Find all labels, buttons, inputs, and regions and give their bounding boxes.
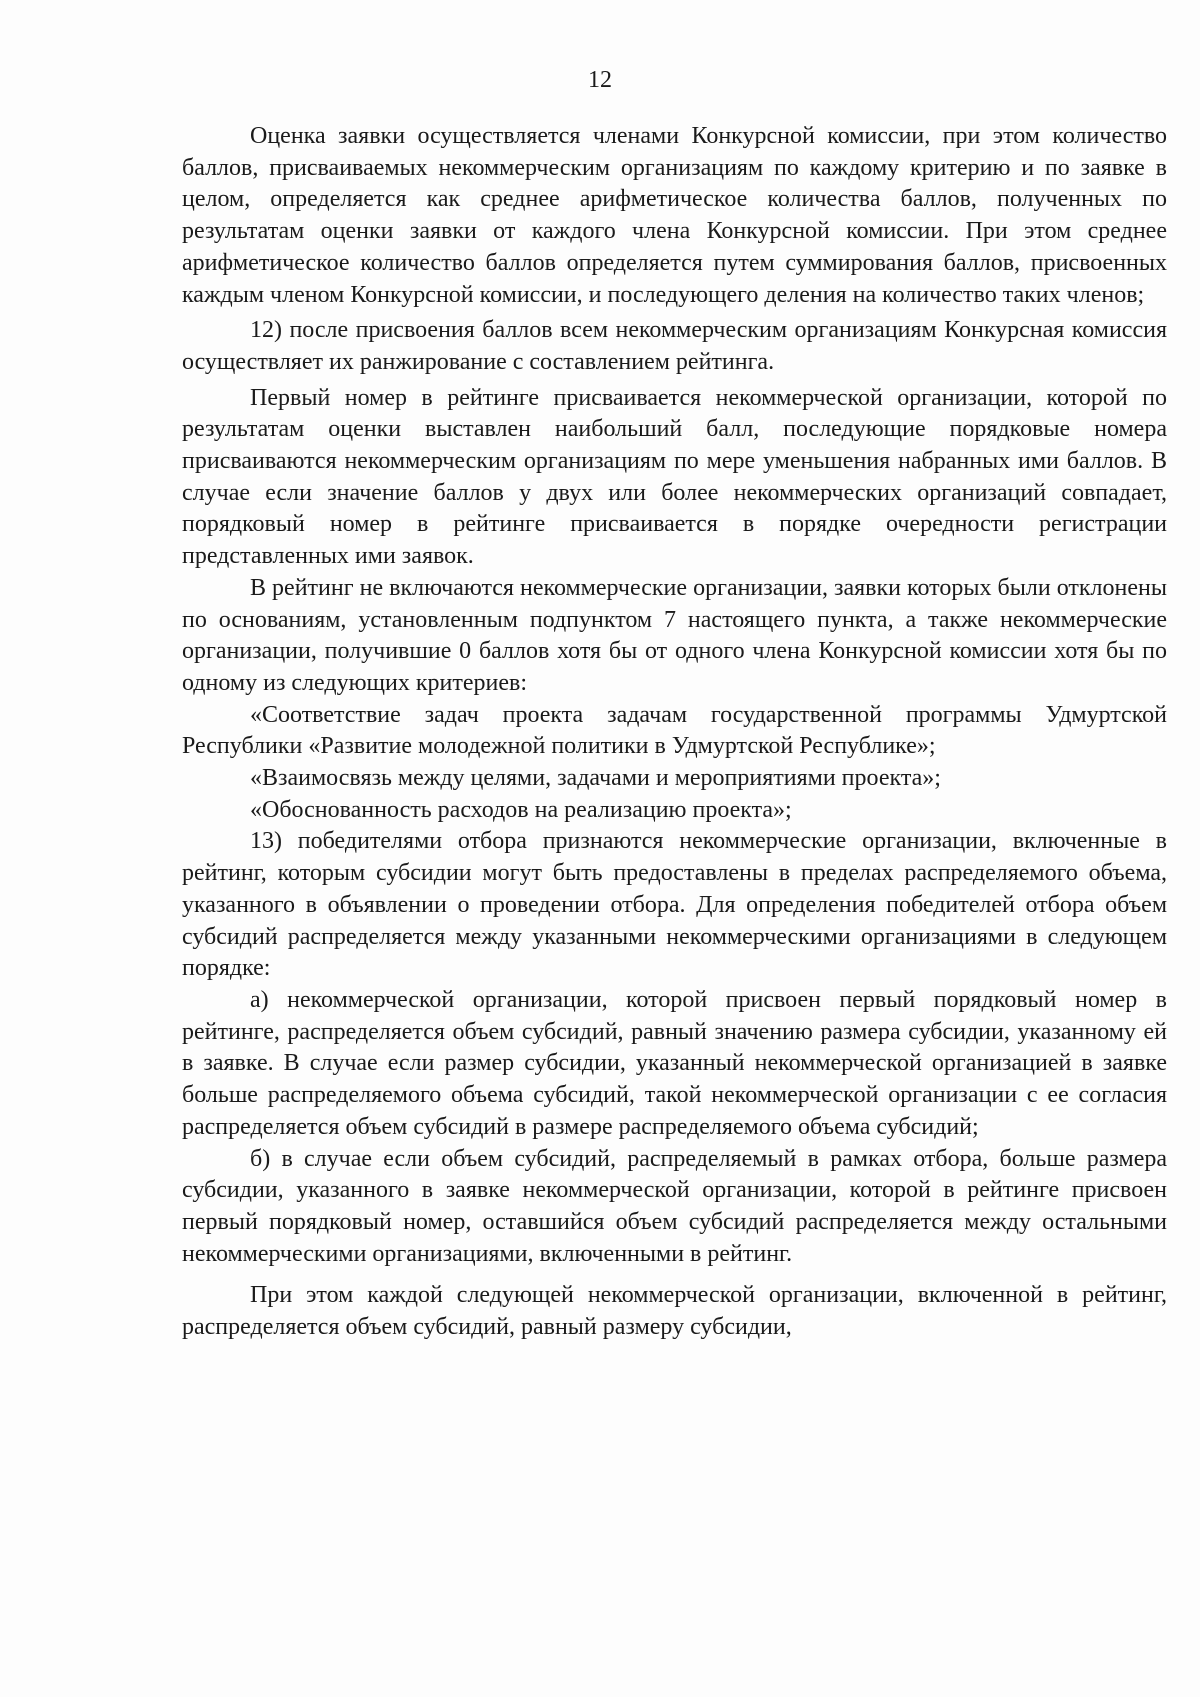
paragraph: При этом каждой следующей некоммерческой организации, включенной в рейтинг, распределяется объем субсидий, равный размеру субсидии, bbox=[182, 1282, 1167, 1341]
page-number: 12 bbox=[588, 67, 612, 93]
document-body bbox=[182, 121, 1167, 1344]
paragraph: «Соответствие задач проекта задачам государственной программы Удмуртской Республики «Развитие молодежной политики в Удмуртской Республике»; bbox=[182, 701, 1167, 760]
paragraph: «Взаимосвязь между целями, задачами и мероприятиями проекта»; bbox=[250, 765, 941, 792]
paragraph: 13) победителями отбора признаются некоммерческие организации, включенные в рейтинг, которым субсидии могут быть предоставлены в пределах распределяемого объема, указанного в объявлении о проведении отбора. Для определения победителей отбора объем субсидий распределяется между указанными некоммерческими организациями в следующем порядке: bbox=[182, 828, 1167, 982]
paragraph: б) в случае если объем субсидий, распределяемый в рамках отбора, больше размера субсидии, указанного в заявке некоммерческой организации, которой в рейтинге присвоен первый порядковый номер, оставшийся объем субсидий распределяется между остальными некоммерческими организациями, включенными в рейтинг. bbox=[182, 1145, 1167, 1267]
paragraph: а) некоммерческой организации, которой присвоен первый порядковый номер в рейтинге, распределяется объем субсидий, равный значению размера субсидии, указанному ей в заявке. В случае если размер субсидии, указанный некоммерческой организацией в заявке больше распределяемого объема субсидий, такой некоммерческой организации с ее согласия распределяется объем субсидий в размере распределяемого объема субсидий; bbox=[182, 986, 1167, 1140]
paragraph: 12) после присвоения баллов всем некоммерческим организациям Конкурсная комиссия осуществляет их ранжирование с составлением рейтинга. bbox=[182, 317, 1167, 375]
paragraph: Оценка заявки осуществляется членами Конкурсной комиссии, при этом количество баллов, присваиваемых некоммерческим организациям по каждому критерию и по заявке в целом, определяется как среднее арифметическое количества баллов, полученных по результатам оценки заявки от каждого члена Конкурсной комиссии. При этом среднее арифметическое количество баллов определяется путем суммирования баллов, присвоенных каждым членом Конкурсной комиссии, и последующего деления на количество таких членов; bbox=[182, 123, 1167, 308]
paragraph: В рейтинг не включаются некоммерческие организации, заявки которых были отклонены по основаниям, установленным подпунктом 7 настоящего пункта, а также некоммерческие организации, получившие 0 баллов хотя бы от одного члена Конкурсной комиссии хотя бы по одному из следующих критериев: bbox=[182, 574, 1167, 696]
paragraph: Первый номер в рейтинге присваивается некоммерческой организации, которой по результатам оценки выставлен наибольший балл, последующие порядковые номера присваиваются некоммерческим организациям по мере уменьшения набранных ими баллов. В случае если значение баллов у двух или более некоммерческих организаций совпадает, порядковый номер в рейтинге присваивается в порядке очередности регистрации представленных ими заявок. bbox=[182, 384, 1167, 570]
paragraph: «Обоснованность расходов на реализацию проекта»; bbox=[250, 796, 792, 823]
